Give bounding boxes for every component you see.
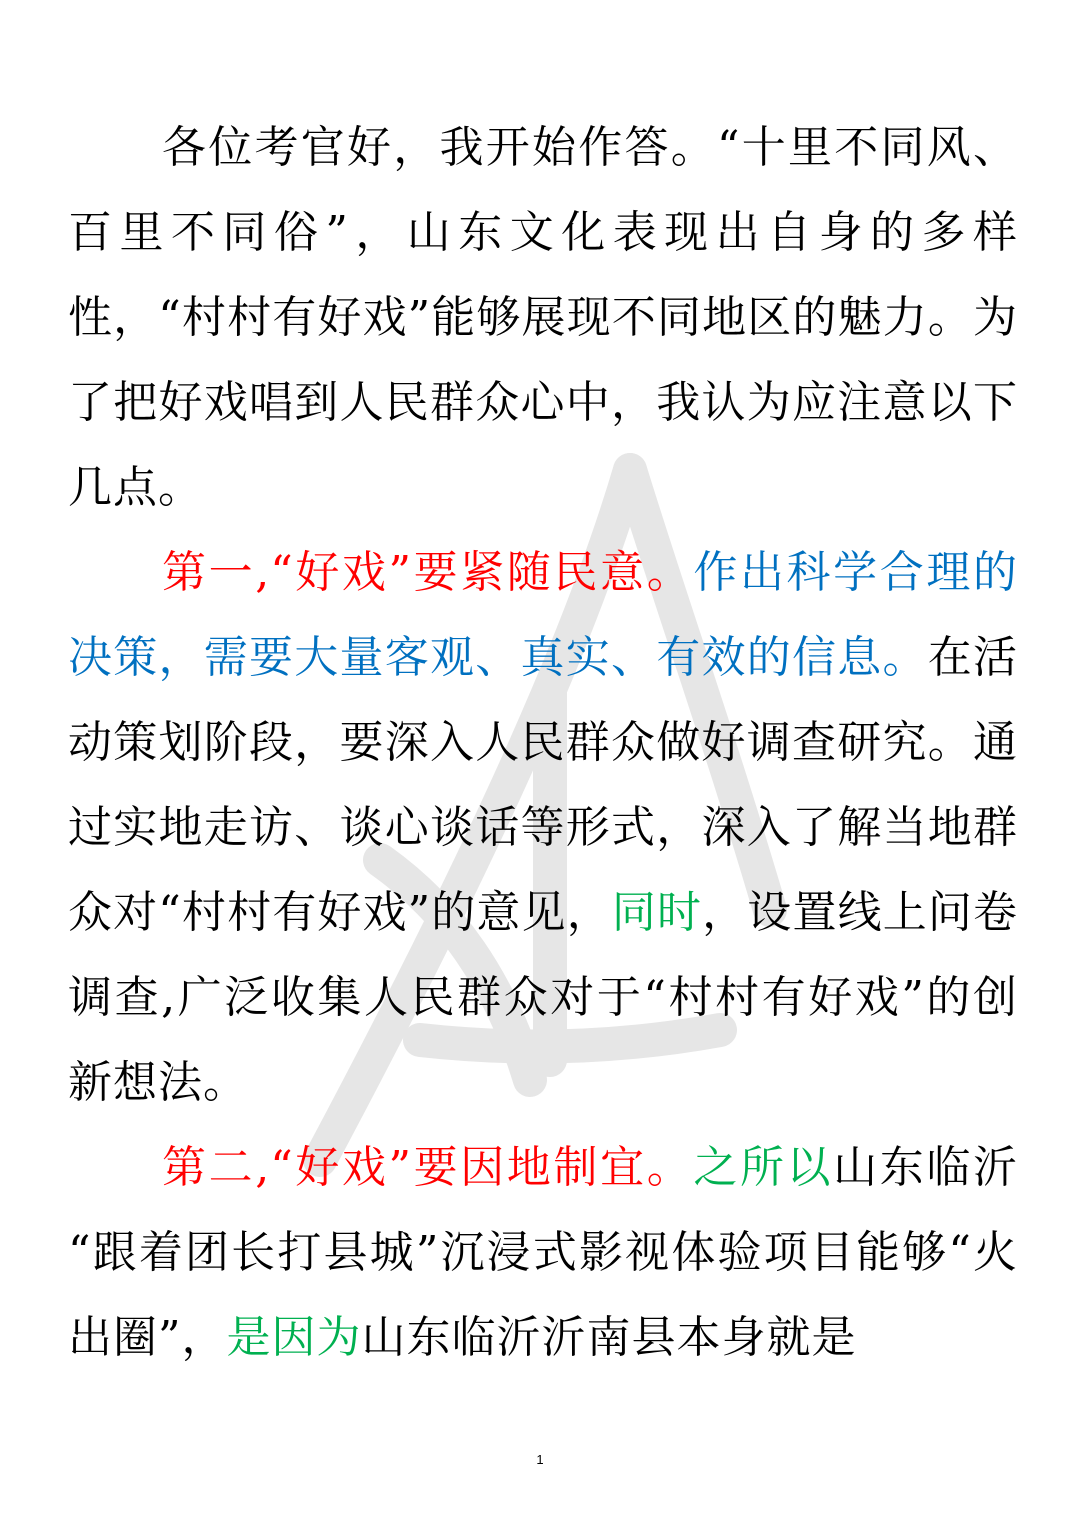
connector-tongshi: 同时 bbox=[611, 887, 703, 938]
document-body bbox=[68, 105, 1018, 1380]
connector-shiyinwei: 是因为 bbox=[226, 1312, 362, 1363]
paragraph-intro bbox=[68, 105, 1018, 530]
paragraph-point-one bbox=[68, 530, 1018, 1125]
point-two-heading: 第二,“好戏”要因地制宜。 bbox=[162, 1142, 694, 1193]
point-one-body: 在活动策划阶段，要深入人民群众做好调查研究。通过实地走访、谈心谈话等形式，深入了解当地群众对“村村有好戏”的意见， bbox=[68, 632, 1018, 938]
paragraph-point-two bbox=[68, 1125, 1018, 1380]
point-one-heading: 第一,“好戏”要紧随民意。 bbox=[162, 547, 694, 598]
point-two-body: 山东临沂 “跟着团长打县城”沉浸式影视体验项目能够“火出圈”， bbox=[68, 1142, 1019, 1363]
connector-zhisuoyi: 之所以 bbox=[693, 1142, 834, 1193]
point-two-body-end: 山东临沂沂南县本身就是 bbox=[361, 1312, 857, 1363]
point-one-body-end: ，设置线上问卷调查,广泛收集人民群众对于“村村有好戏”的创新想法。 bbox=[68, 887, 1019, 1108]
point-one-summary: 作出科学合理的决策，需要大量客观、真实、有效的信息。 bbox=[68, 547, 1018, 683]
intro-text: 各位考官好，我开始作答。“十里不同风、百里不同俗”，山东文化表现出自身的多样性，“村村有好戏”能够展现不同地区的魅力。为了把好戏唱到人民群众心中，我认为应注意以下几点。 bbox=[68, 122, 1018, 513]
page-number: 1 bbox=[536, 1452, 544, 1467]
